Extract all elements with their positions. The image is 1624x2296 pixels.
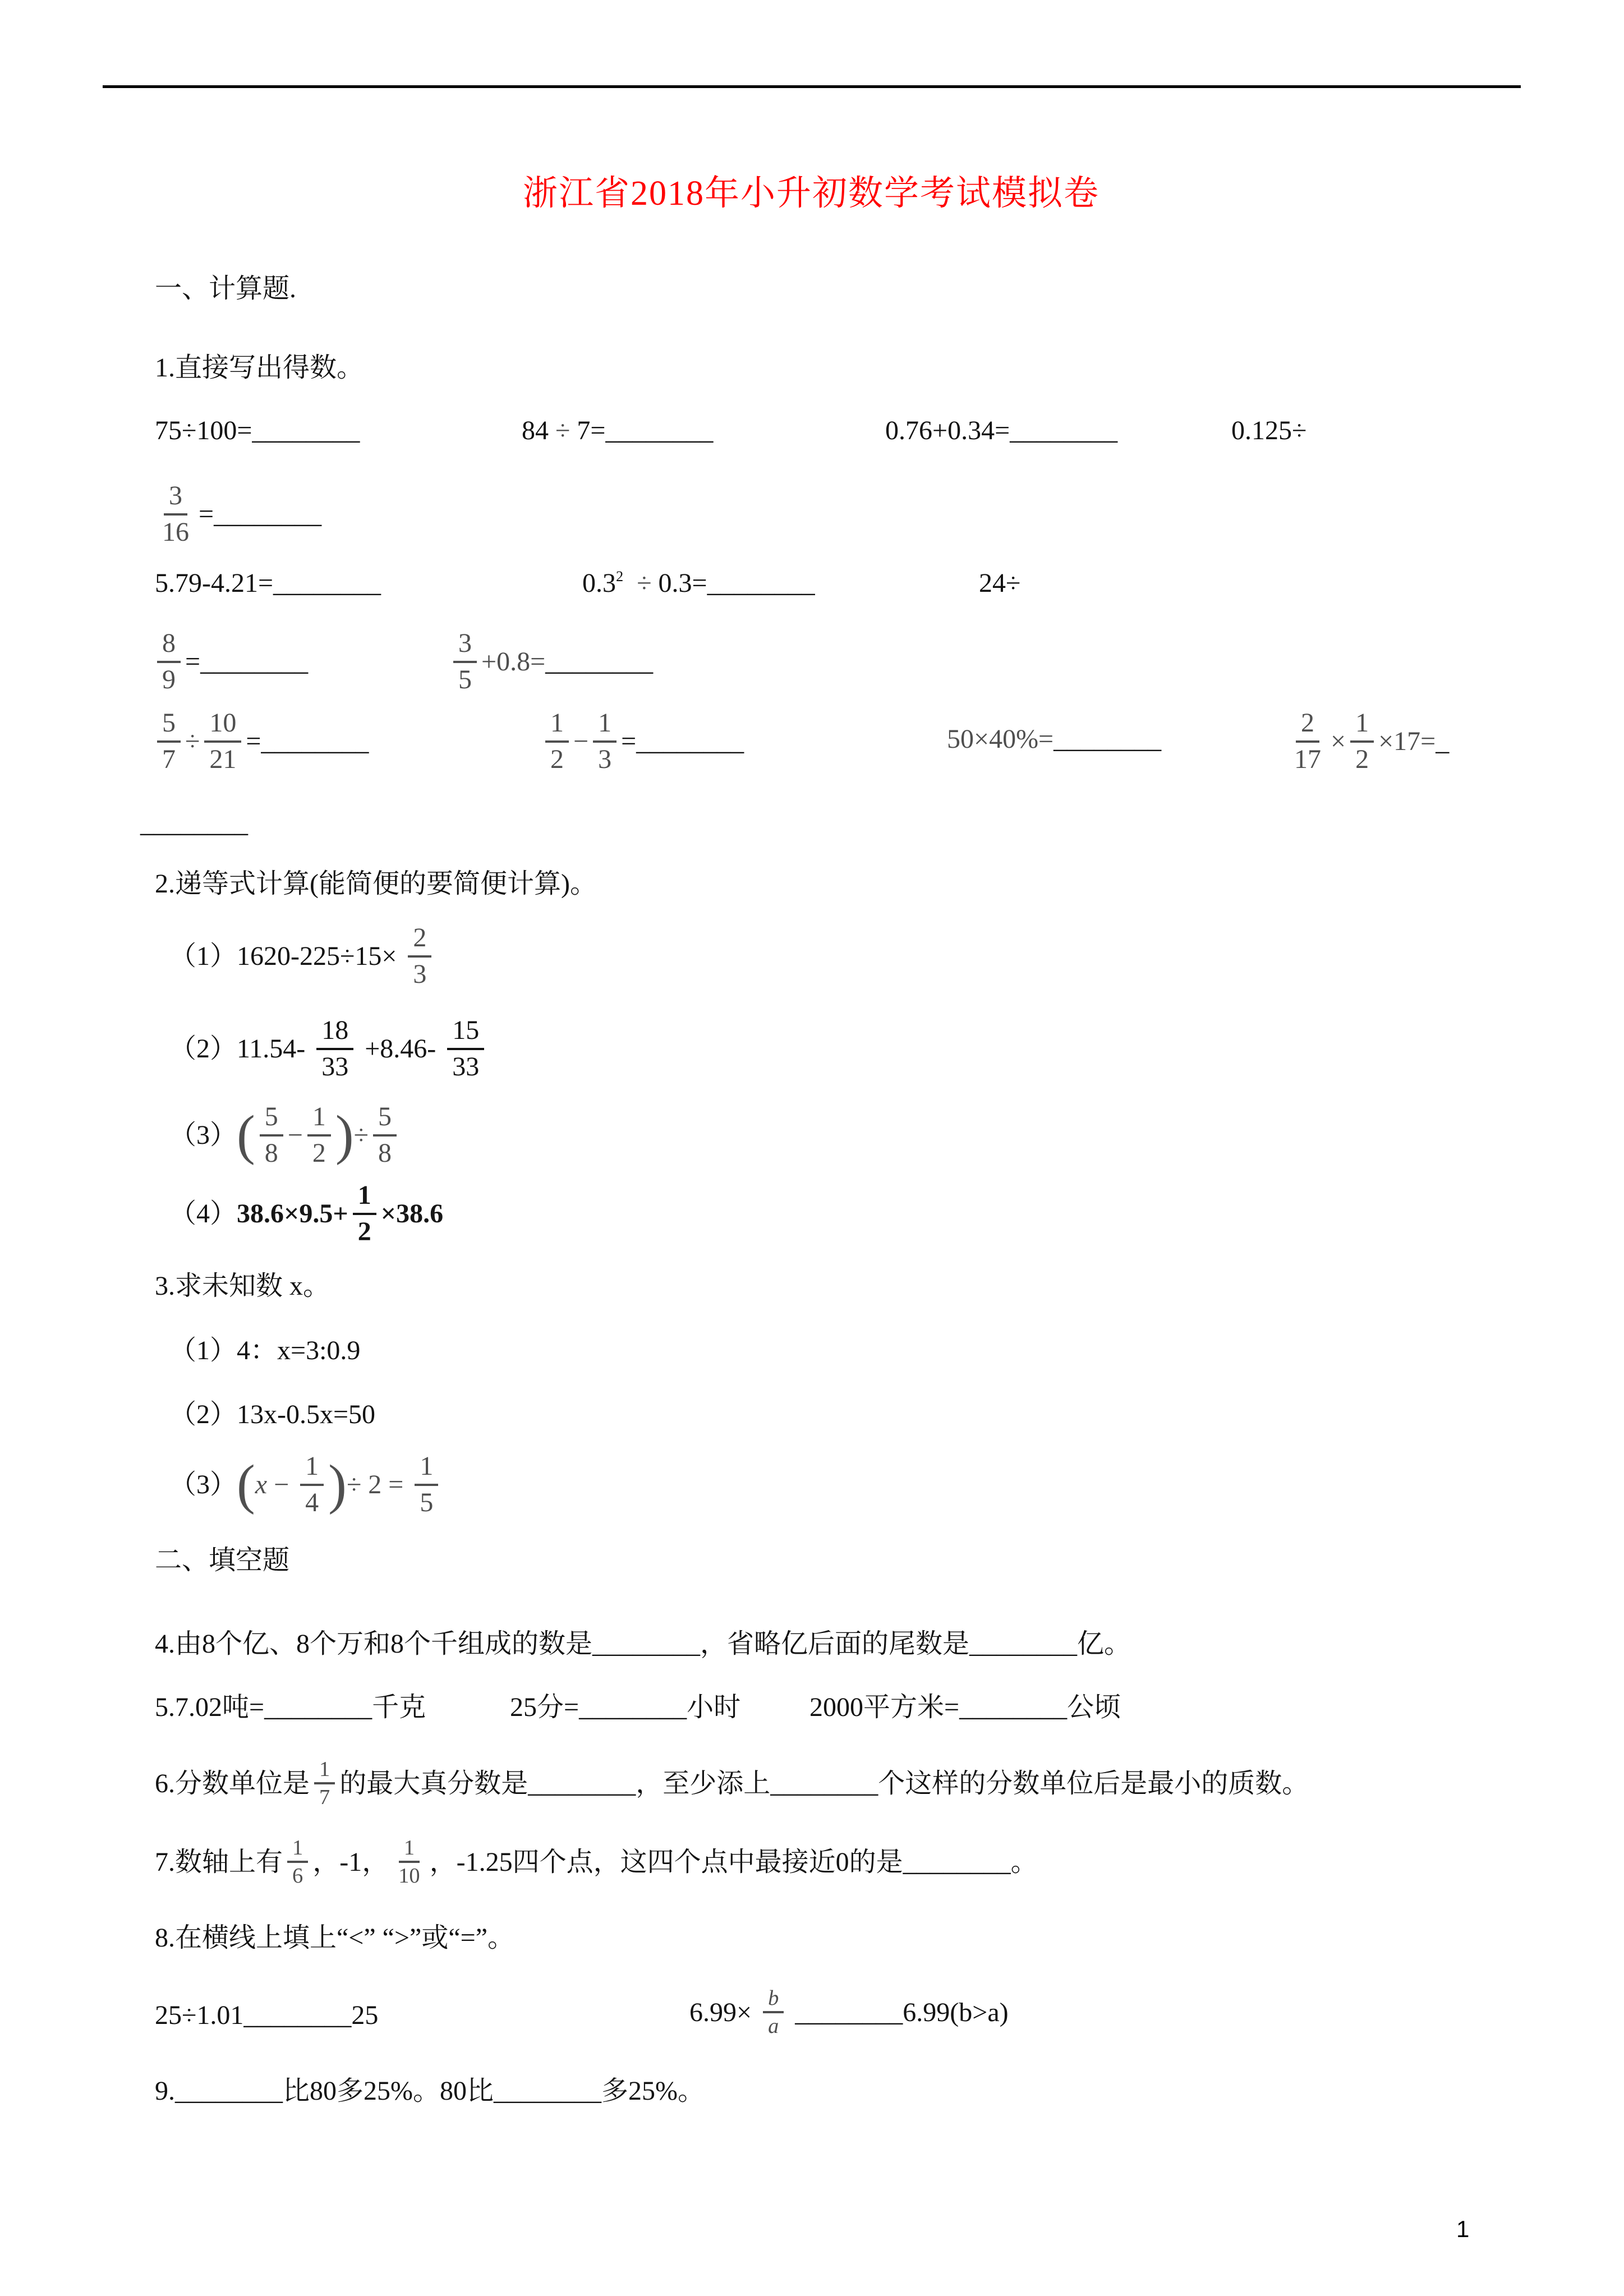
text-run: +8.46- [358,1033,443,1064]
fraction-numerator: 2 [408,922,431,958]
q1-row3-col3 [979,568,1020,599]
fraction-denominator: 2 [1355,744,1369,774]
fraction-numerator: 1 [300,1450,324,1486]
fraction-denominator: 2 [550,744,564,774]
q1-row5-col4 [1285,707,1449,776]
q1-row4-col2 [449,627,653,696]
fraction-numerator: 1 [287,1835,308,1863]
q8-instruction [155,1922,514,1953]
q2-item4 [169,1179,443,1248]
q5-col1 [155,1692,426,1723]
fraction [316,1014,353,1083]
text-run: 4.由8个亿、8个万和8个千组成的数是________，省略亿后面的尾数是________亿。 [155,1629,1131,1659]
big-parenthesis: ( [237,1453,255,1515]
text-run: 0.3=________ [651,568,815,598]
text-run: =________ [199,499,322,529]
text-run: =________ [621,726,744,756]
fraction [415,1450,438,1519]
q2-instruction [155,868,597,899]
fraction-denominator: 4 [305,1487,319,1517]
fraction-denominator: 7 [319,1786,330,1810]
text-run: 75÷100=________ [155,416,360,445]
text-run: 0.76+0.34=________ [885,416,1118,445]
fraction-numerator: 8 [157,627,181,663]
fraction [300,1450,324,1519]
text-run: ÷ [555,416,571,445]
text-run: ÷ 2 = [346,1469,411,1499]
fraction [1289,707,1326,776]
fraction-numerator: 1 [353,1179,376,1215]
fraction [307,1101,331,1170]
text-run: 0.3 [582,568,616,598]
text-run: − [287,1120,303,1150]
text-run: 7=________ [570,416,714,445]
text-run: （2）13x-0.5x=50 [169,1400,376,1429]
text-run: 2000平方米=________公顷 [809,1692,1121,1722]
text-run: 24÷ [979,568,1021,598]
text-run: 84 [522,416,555,445]
fraction-numerator: 1 [545,707,569,743]
fraction [287,1835,308,1888]
fraction-denominator: 8 [378,1138,392,1168]
q3-item3 [169,1450,443,1519]
q1-row1-col4 [1231,415,1306,446]
fraction-numerator: 5 [157,707,181,743]
text-run: ÷ [185,726,200,756]
q5-col3 [809,1692,1121,1723]
q1-row1-col1 [155,415,360,446]
text-run: 50×40%= [947,724,1054,754]
text-run: 3.求未知数 x。 [155,1271,330,1301]
fraction-numerator: 2 [1296,707,1319,743]
fraction-denominator: 21 [209,744,237,774]
fraction [408,922,431,991]
text-run: （3） [169,1120,237,1150]
q4-line [155,1628,1131,1659]
fraction-denominator: 7 [162,744,176,774]
fraction-denominator: 2 [312,1138,326,1168]
text-run: 6.分数单位是 [155,1768,310,1798]
text-run: 0.125÷ [1231,416,1307,445]
superscript: 2 [616,568,624,585]
q1-row2-col1 [153,480,321,549]
q1-continuation-blank [140,808,248,839]
q7-line [155,1835,1038,1888]
fraction-denominator: 5 [458,664,472,694]
fraction-denominator: 10 [398,1864,420,1888]
fraction-numerator: 1 [593,707,617,743]
text-run: ÷ [637,568,652,598]
text-run: （1）1620-225÷15× [169,941,404,971]
fraction [545,707,569,776]
q6-line [155,1757,1309,1810]
fraction [157,480,194,549]
text-run: ________ [140,808,248,838]
text-run: ________6.99(b>a) [788,1997,1009,2027]
text-run: 9.________比80多25%。80比________多25%。 [155,2076,705,2106]
text-run: 1.直接写出得数。 [155,353,364,383]
big-parenthesis: ) [328,1453,347,1515]
fraction [447,1014,484,1083]
q1-row4-col1 [153,627,308,696]
text-run: − [267,1469,296,1499]
q2-item2 [169,1014,489,1083]
text-run: 25÷1.01________25 [155,2000,379,2030]
fraction [314,1757,335,1810]
fraction [593,707,617,776]
q3-item2 [169,1399,375,1430]
text-run: ，-1， [312,1847,389,1877]
section1-heading [155,273,296,304]
fraction-denominator: 17 [1294,744,1321,774]
text-run: 7.数轴上有 [155,1847,283,1877]
fraction-numerator: b [763,1986,784,2013]
fraction-numerator: 10 [204,707,241,743]
text-run: （2）11.54- [169,1033,312,1064]
text-run: 38.6×9.5+ [237,1198,348,1228]
q5-col2 [510,1692,740,1723]
text-run: 5.7.02吨=________千克 [155,1692,426,1722]
text-run: 25分=________小时 [510,1692,741,1722]
text-run: +0.8= [481,646,546,677]
fraction-denominator: 6 [292,1864,303,1888]
q2-item1 [169,922,436,991]
q1-row5-col1 [153,707,369,776]
fraction [393,1835,425,1888]
text-run: ________ [1053,724,1162,754]
fraction [353,1179,376,1248]
text-run: ÷ [353,1120,369,1150]
text-run: ，-1.25四个点，这四个点中最接近0的是________。 [429,1847,1038,1877]
page-number: 1 [1456,2216,1470,2242]
fraction-numerator: 18 [316,1014,353,1050]
fraction-denominator: 3 [413,959,427,989]
text-run: − [573,726,589,756]
fraction-denominator: 33 [321,1051,349,1082]
fraction-numerator: 15 [447,1014,484,1050]
fraction-denominator: 3 [598,744,612,774]
fraction [453,627,477,696]
fraction-numerator: 1 [1350,707,1374,743]
fraction [157,707,181,776]
text-run: 6.99× [689,1997,759,2027]
fraction-numerator: 1 [314,1757,335,1784]
text-run: =________ [246,726,369,756]
fraction-numerator: 3 [453,627,477,663]
q8-row-col2 [689,1986,1009,2039]
text-run: 5.79-4.21=________ [155,568,381,598]
fraction-denominator: 16 [162,517,189,547]
big-parenthesis: ( [237,1104,255,1166]
fraction [157,627,181,696]
fraction-numerator: 1 [307,1101,331,1137]
q8-row-col1 [155,2000,378,2031]
text-run: _ [1436,726,1450,756]
text-run: 二、填空题 [155,1545,290,1575]
q1-row3-col2 [582,568,815,599]
q1-row1-col3 [885,415,1117,446]
fraction-denominator: 33 [452,1051,480,1082]
text-run: （4） [169,1198,237,1228]
fraction-denominator: 2 [357,1216,371,1246]
text-run: （3） [169,1469,237,1499]
q3-instruction [155,1271,330,1301]
fraction-numerator: 5 [260,1101,283,1137]
fraction-numerator: 1 [415,1450,438,1486]
text-run: 的最大真分数是________，至少添上________个这样的分数单位后是最小的质数。 [339,1768,1309,1798]
fraction-denominator: 9 [162,664,176,694]
text-run: （1）4：x=3:0.9 [169,1336,361,1365]
section2-heading [155,1545,289,1576]
fraction [1350,707,1374,776]
q1-row5-col3 [947,724,1161,754]
header-rule [103,85,1521,88]
fraction-denominator: 5 [420,1487,434,1517]
q1-instruction [155,352,364,383]
text-run: ×38.6 [380,1198,444,1228]
text-run: x [255,1469,268,1499]
text-run: 2.递等式计算(能简便的要简便计算)。 [155,869,597,899]
text-run: × [1331,726,1346,756]
fraction [204,707,241,776]
fraction-numerator: 3 [164,480,187,516]
fraction-numerator: 5 [373,1101,397,1137]
fraction [260,1101,283,1170]
text-run [623,568,637,599]
fraction-denominator: 8 [264,1138,278,1168]
q3-item1 [169,1335,360,1366]
text-run: 一、计算题. [155,274,297,303]
text-run: ________ [545,646,654,677]
q2-item3 [169,1101,401,1170]
text-run: ×17= [1378,726,1436,756]
fraction-denominator: a [768,2014,779,2039]
page-title: 浙江省2018年小升初数学考试模拟卷 [522,174,1099,213]
q1-row5-col2 [541,707,744,776]
text-run: =________ [185,646,309,677]
q1-row3-col1 [155,568,381,599]
fraction-numerator: 1 [399,1835,420,1863]
text-run: 8.在横线上填上“<” “>”或“=”。 [155,1923,515,1953]
big-parenthesis: ) [335,1104,354,1166]
q9-line [155,2076,705,2106]
q1-row1-col2 [522,415,713,446]
fraction [373,1101,397,1170]
fraction [763,1986,784,2039]
